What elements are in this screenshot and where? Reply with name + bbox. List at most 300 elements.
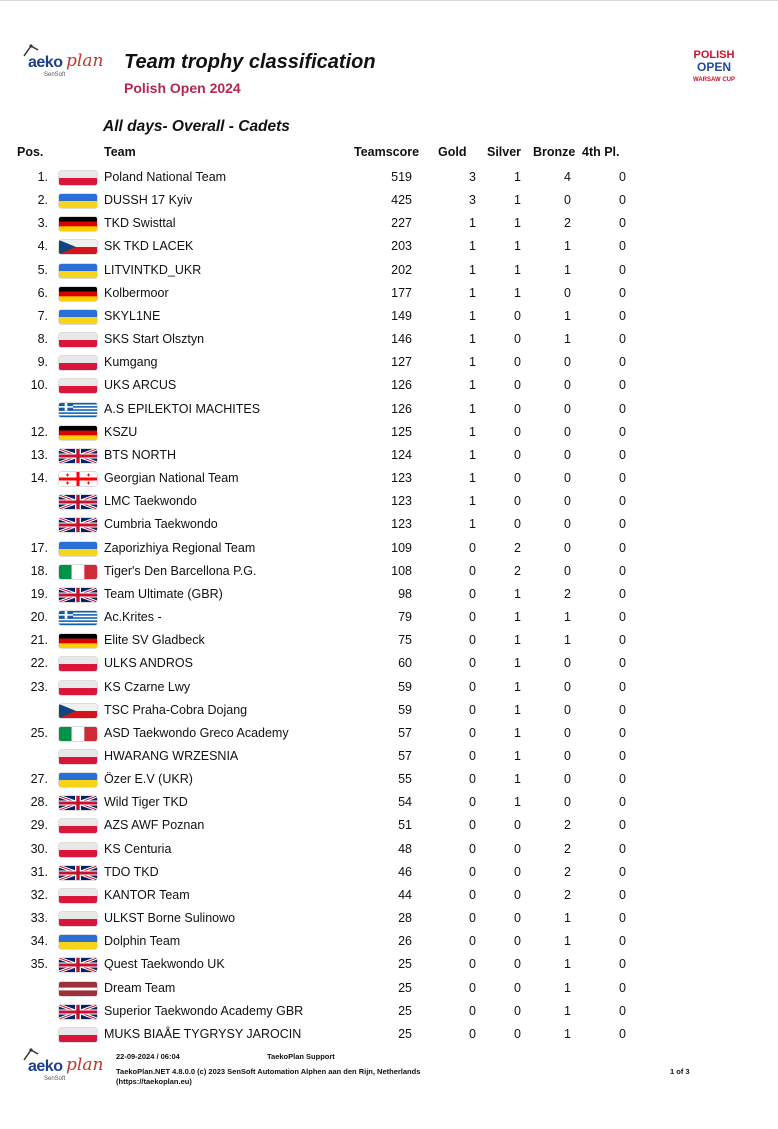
- row-teamscore: 25: [398, 957, 412, 972]
- row-teamscore: 28: [398, 911, 412, 926]
- row-gold: 1: [469, 447, 476, 462]
- row-bronze: 0: [564, 424, 571, 439]
- row-fourth: 0: [619, 610, 626, 625]
- row-team-name: Superior Taekwondo Academy GBR: [104, 1003, 304, 1018]
- table-row: [0, 814, 778, 837]
- logo-plan: plan: [66, 51, 104, 71]
- row-fourth: 0: [619, 355, 626, 370]
- row-teamscore: 25: [398, 1026, 412, 1041]
- row-silver: 1: [514, 216, 521, 231]
- table-row: [0, 699, 778, 722]
- row-bronze: 0: [564, 471, 571, 486]
- row-teamscore: 126: [391, 401, 412, 416]
- row-fourth: 0: [619, 1003, 626, 1018]
- row-fourth: 0: [619, 494, 626, 509]
- row-teamscore: 26: [398, 934, 412, 949]
- row-gold: 1: [469, 355, 476, 370]
- row-position: 14.: [30, 471, 48, 486]
- row-fourth: 0: [619, 586, 626, 601]
- row-silver: 0: [514, 980, 521, 995]
- row-fourth: 0: [619, 239, 626, 254]
- table-row: [0, 907, 778, 930]
- row-bronze: 2: [564, 586, 571, 601]
- row-bronze: 1: [564, 1026, 571, 1041]
- row-bronze: 1: [564, 610, 571, 625]
- table-row: [0, 467, 778, 490]
- row-bronze: 4: [564, 170, 571, 184]
- ua-flag-icon: [59, 194, 97, 208]
- row-bronze: 0: [564, 401, 571, 416]
- row-team-name: MUKS BIAÅE TYGRYSY JAROCIN: [104, 1026, 302, 1041]
- row-fourth: 0: [619, 540, 626, 555]
- row-team-name: LITVINTKD_UKR: [104, 262, 202, 277]
- footer-logo-plan: plan: [66, 1055, 104, 1075]
- de-flag-icon: [59, 426, 97, 440]
- row-gold: 1: [469, 471, 476, 486]
- ua-flag-icon: [59, 773, 97, 787]
- row-team-name: SKS Start Olsztyn: [104, 332, 205, 347]
- row-fourth: 0: [619, 471, 626, 486]
- row-fourth: 0: [619, 170, 626, 184]
- ua-flag-icon: [59, 935, 97, 949]
- pl-flag-icon: [59, 912, 97, 926]
- row-silver: 2: [514, 563, 521, 578]
- row-teamscore: 57: [398, 725, 412, 740]
- gr-flag-icon: [59, 611, 97, 625]
- row-fourth: 0: [619, 633, 626, 648]
- row-gold: 1: [469, 494, 476, 509]
- row-position: 10.: [30, 378, 48, 393]
- row-team-name: Zaporizhiya Regional Team: [104, 540, 256, 555]
- pl-flag-icon: [59, 843, 97, 857]
- cz-flag-icon: [59, 240, 97, 254]
- row-teamscore: 123: [391, 517, 412, 532]
- logo-line3: WARSAW CUP: [693, 77, 735, 83]
- row-fourth: 0: [619, 980, 626, 995]
- row-position: 32.: [30, 887, 48, 902]
- row-silver: 0: [514, 308, 521, 323]
- row-teamscore: 55: [398, 772, 412, 787]
- row-teamscore: 125: [391, 424, 412, 439]
- table-row: [0, 212, 778, 235]
- row-gold: 0: [469, 1026, 476, 1041]
- gr-flag-icon: [59, 403, 97, 417]
- row-bronze: 0: [564, 494, 571, 509]
- row-silver: 0: [514, 424, 521, 439]
- gb-flag-icon: [59, 588, 97, 602]
- row-fourth: 0: [619, 656, 626, 671]
- row-silver: 2: [514, 540, 521, 555]
- row-bronze: 0: [564, 285, 571, 300]
- row-gold: 0: [469, 841, 476, 856]
- gb-flag-icon: [59, 518, 97, 532]
- de-flag-icon: [59, 634, 97, 648]
- row-fourth: 0: [619, 563, 626, 578]
- pl-flag-icon: [59, 333, 97, 347]
- row-team-name: Elite SV Gladbeck: [104, 633, 205, 648]
- footer-page-number: 1 of 3: [670, 1067, 690, 1076]
- row-bronze: 0: [564, 355, 571, 370]
- pl-flag-icon: [59, 657, 97, 671]
- row-position: 25.: [30, 725, 48, 740]
- logo-aeko: aeko: [28, 54, 63, 71]
- table-row: [0, 953, 778, 976]
- row-teamscore: 124: [391, 447, 412, 462]
- row-teamscore: 51: [398, 818, 412, 833]
- table-row: [0, 513, 778, 536]
- row-bronze: 0: [564, 772, 571, 787]
- row-teamscore: 177: [391, 285, 412, 300]
- table-row: [0, 861, 778, 884]
- row-bronze: 1: [564, 957, 571, 972]
- logo-line2: OPEN: [696, 60, 732, 74]
- table-row: [0, 652, 778, 675]
- footer-logo: [14, 1046, 114, 1086]
- row-silver: 1: [514, 285, 521, 300]
- row-fourth: 0: [619, 911, 626, 926]
- gb-flag-icon: [59, 449, 97, 463]
- gb-flag-icon: [59, 866, 97, 880]
- row-gold: 0: [469, 980, 476, 995]
- row-position: 22.: [30, 656, 48, 671]
- row-team-name: Dolphin Team: [104, 934, 181, 949]
- col-header-fourth: 4th Pl.: [582, 145, 620, 159]
- table-row: [0, 884, 778, 907]
- table-row: [0, 282, 778, 305]
- row-fourth: 0: [619, 702, 626, 717]
- col-header-gold: Gold: [438, 145, 467, 159]
- row-team-name: KSZU: [104, 424, 138, 439]
- row-position: 4.: [37, 239, 48, 254]
- row-team-name: LMC Taekwondo: [104, 494, 197, 509]
- row-bronze: 1: [564, 262, 571, 277]
- row-bronze: 0: [564, 193, 571, 208]
- row-silver: 1: [514, 656, 521, 671]
- row-bronze: 1: [564, 911, 571, 926]
- table-row: [0, 305, 778, 328]
- row-fourth: 0: [619, 517, 626, 532]
- row-gold: 1: [469, 239, 476, 254]
- row-position: 7.: [37, 308, 48, 323]
- row-bronze: 1: [564, 239, 571, 254]
- row-team-name: Poland National Team: [104, 170, 227, 184]
- row-position: 20.: [30, 610, 48, 625]
- row-team-name: Georgian National Team: [104, 471, 239, 486]
- row-position: 9.: [37, 355, 48, 370]
- row-silver: 1: [514, 633, 521, 648]
- row-team-name: Quest Taekwondo UK: [104, 957, 225, 972]
- row-teamscore: 109: [391, 540, 412, 555]
- gb-flag-icon: [59, 958, 97, 972]
- cz-flag-icon: [59, 704, 97, 718]
- de-flag-icon: [59, 287, 97, 301]
- row-team-name: SKYL1NE: [104, 308, 161, 323]
- row-fourth: 0: [619, 447, 626, 462]
- pl-flag-icon: [59, 171, 97, 185]
- row-teamscore: 126: [391, 378, 412, 393]
- row-teamscore: 146: [391, 332, 412, 347]
- row-bronze: 0: [564, 447, 571, 462]
- row-team-name: Tiger's Den Barcellona P.G.: [104, 563, 257, 578]
- row-gold: 1: [469, 216, 476, 231]
- row-teamscore: 98: [398, 586, 412, 601]
- row-gold: 3: [469, 193, 476, 208]
- row-fourth: 0: [619, 378, 626, 393]
- row-position: 5.: [37, 262, 48, 277]
- row-silver: 0: [514, 957, 521, 972]
- row-fourth: 0: [619, 308, 626, 323]
- row-gold: 0: [469, 563, 476, 578]
- row-position: 19.: [30, 586, 48, 601]
- table-row: [0, 791, 778, 814]
- row-bronze: 0: [564, 563, 571, 578]
- top-divider: [0, 0, 778, 1]
- table-row: [0, 1023, 778, 1046]
- row-silver: 1: [514, 795, 521, 810]
- pl-flag-icon: [59, 356, 97, 370]
- ge-flag-icon: [59, 472, 97, 486]
- taekoplan-logo: [14, 42, 114, 82]
- table-row: [0, 1000, 778, 1023]
- row-gold: 1: [469, 517, 476, 532]
- row-silver: 0: [514, 1003, 521, 1018]
- row-fourth: 0: [619, 1026, 626, 1041]
- row-position: 23.: [30, 679, 48, 694]
- table-row: [0, 259, 778, 282]
- ua-flag-icon: [59, 542, 97, 556]
- row-team-name: HWARANG WRZESNIA: [104, 749, 239, 763]
- table-row: [0, 838, 778, 861]
- pl-flag-icon: [59, 819, 97, 833]
- row-fourth: 0: [619, 749, 626, 763]
- row-bronze: 0: [564, 517, 571, 532]
- section-title: All days- Overall - Cadets: [103, 118, 290, 135]
- row-silver: 1: [514, 610, 521, 625]
- row-teamscore: 425: [391, 193, 412, 208]
- row-gold: 0: [469, 957, 476, 972]
- row-teamscore: 44: [398, 887, 412, 902]
- row-bronze: 1: [564, 633, 571, 648]
- gb-flag-icon: [59, 796, 97, 810]
- row-bronze: 1: [564, 332, 571, 347]
- table-row: [0, 977, 778, 1000]
- ua-flag-icon: [59, 264, 97, 278]
- row-fourth: 0: [619, 841, 626, 856]
- row-gold: 1: [469, 401, 476, 416]
- row-gold: 3: [469, 170, 476, 184]
- row-team-name: UKS ARCUS: [104, 378, 177, 393]
- row-position: 21.: [30, 633, 48, 648]
- row-bronze: 1: [564, 980, 571, 995]
- row-teamscore: 203: [391, 239, 412, 254]
- row-gold: 0: [469, 656, 476, 671]
- row-gold: 0: [469, 818, 476, 833]
- row-silver: 1: [514, 193, 521, 208]
- page-subtitle: Polish Open 2024: [124, 80, 241, 96]
- table-row: [0, 629, 778, 652]
- row-bronze: 1: [564, 934, 571, 949]
- row-teamscore: 46: [398, 864, 412, 879]
- logo-sensoft: SenSoft: [44, 72, 66, 78]
- row-team-name: A.S EPILEKTOI MACHITES: [104, 401, 261, 416]
- row-silver: 0: [514, 887, 521, 902]
- row-gold: 0: [469, 772, 476, 787]
- row-position: 8.: [37, 332, 48, 347]
- polish-open-logo: [686, 44, 742, 92]
- row-silver: 0: [514, 447, 521, 462]
- row-team-name: Cumbria Taekwondo: [104, 517, 218, 532]
- row-silver: 0: [514, 471, 521, 486]
- row-silver: 1: [514, 170, 521, 184]
- row-teamscore: 25: [398, 980, 412, 995]
- row-silver: 0: [514, 818, 521, 833]
- col-header-silver: Silver: [487, 145, 522, 159]
- row-silver: 0: [514, 332, 521, 347]
- row-team-name: Wild Tiger TKD: [104, 795, 188, 810]
- col-header-team: Team: [104, 145, 136, 159]
- row-gold: 0: [469, 749, 476, 763]
- row-teamscore: 123: [391, 471, 412, 486]
- row-gold: 1: [469, 308, 476, 323]
- row-bronze: 0: [564, 679, 571, 694]
- col-header-bronze: Bronze: [533, 145, 576, 159]
- col-header-score: Teamscore: [354, 145, 420, 159]
- row-team-name: KS Centuria: [104, 841, 172, 856]
- row-bronze: 0: [564, 656, 571, 671]
- row-position: 35.: [30, 957, 48, 972]
- row-silver: 1: [514, 239, 521, 254]
- row-team-name: AZS AWF Poznan: [104, 818, 205, 833]
- row-fourth: 0: [619, 285, 626, 300]
- footer-copyright: TaekoPlan.NET 4.8.0.0 (c) 2023 SenSoft Automation Alphen aan den Rijn, Netherlands: [116, 1067, 421, 1076]
- pl-flag-icon: [59, 750, 97, 764]
- row-gold: 1: [469, 285, 476, 300]
- footer-support: TaekoPlan Support: [267, 1052, 335, 1061]
- row-team-name: BTS NORTH: [104, 447, 176, 462]
- pl-flag-icon: [59, 681, 97, 695]
- row-position: 13.: [30, 447, 48, 462]
- row-bronze: 0: [564, 795, 571, 810]
- row-position: 12.: [30, 424, 48, 439]
- table-row: [0, 722, 778, 745]
- de-flag-icon: [59, 217, 97, 231]
- row-gold: 0: [469, 911, 476, 926]
- table-row: [0, 490, 778, 513]
- row-position: 30.: [30, 841, 48, 856]
- row-silver: 1: [514, 679, 521, 694]
- table-row: [0, 421, 778, 444]
- table-row: [0, 930, 778, 953]
- row-bronze: 0: [564, 749, 571, 763]
- row-team-name: TDO TKD: [104, 864, 159, 879]
- row-bronze: 2: [564, 216, 571, 231]
- row-bronze: 1: [564, 1003, 571, 1018]
- row-position: 1.: [37, 170, 48, 184]
- row-gold: 0: [469, 1003, 476, 1018]
- row-bronze: 2: [564, 887, 571, 902]
- row-fourth: 0: [619, 934, 626, 949]
- row-gold: 0: [469, 540, 476, 555]
- ua-flag-icon: [59, 310, 97, 324]
- row-team-name: Özer E.V (UKR): [104, 772, 193, 787]
- row-position: 33.: [30, 911, 48, 926]
- row-teamscore: 48: [398, 841, 412, 856]
- row-fourth: 0: [619, 957, 626, 972]
- row-position: 6.: [37, 285, 48, 300]
- row-silver: 0: [514, 1026, 521, 1041]
- row-fourth: 0: [619, 679, 626, 694]
- row-gold: 0: [469, 679, 476, 694]
- row-teamscore: 25: [398, 1003, 412, 1018]
- row-teamscore: 123: [391, 494, 412, 509]
- row-silver: 0: [514, 401, 521, 416]
- row-silver: 1: [514, 586, 521, 601]
- row-silver: 0: [514, 494, 521, 509]
- table-row: [0, 166, 778, 189]
- row-gold: 0: [469, 586, 476, 601]
- row-fourth: 0: [619, 772, 626, 787]
- row-teamscore: 227: [391, 216, 412, 231]
- row-gold: 0: [469, 725, 476, 740]
- row-position: 18.: [30, 563, 48, 578]
- row-silver: 0: [514, 355, 521, 370]
- row-bronze: 2: [564, 864, 571, 879]
- row-gold: 1: [469, 262, 476, 277]
- row-silver: 0: [514, 517, 521, 532]
- row-teamscore: 54: [398, 795, 412, 810]
- row-position: 29.: [30, 818, 48, 833]
- row-fourth: 0: [619, 262, 626, 277]
- row-silver: 0: [514, 934, 521, 949]
- row-fourth: 0: [619, 887, 626, 902]
- footer-datetime: 22-09-2024 / 06:04: [116, 1052, 180, 1061]
- row-position: 34.: [30, 934, 48, 949]
- row-team-name: KANTOR Team: [104, 887, 190, 902]
- table-row: [0, 583, 778, 606]
- it-flag-icon: [59, 565, 97, 579]
- row-gold: 1: [469, 378, 476, 393]
- table-row: [0, 189, 778, 212]
- row-teamscore: 57: [398, 749, 412, 763]
- row-fourth: 0: [619, 401, 626, 416]
- table-row: [0, 606, 778, 629]
- table-row: [0, 537, 778, 560]
- pl-flag-icon: [59, 379, 97, 393]
- row-teamscore: 79: [398, 610, 412, 625]
- row-gold: 1: [469, 332, 476, 347]
- row-position: 17.: [30, 540, 48, 555]
- row-bronze: 0: [564, 378, 571, 393]
- row-teamscore: 149: [391, 308, 412, 323]
- row-teamscore: 127: [391, 355, 412, 370]
- gb-flag-icon: [59, 1005, 97, 1019]
- footer-url: (https://taekoplan.eu): [116, 1077, 192, 1086]
- it-flag-icon: [59, 727, 97, 741]
- table-row: [0, 444, 778, 467]
- row-team-name: KS Czarne Lwy: [104, 679, 191, 694]
- row-silver: 1: [514, 749, 521, 763]
- row-silver: 0: [514, 841, 521, 856]
- pl-flag-icon: [59, 889, 97, 903]
- row-bronze: 1: [564, 308, 571, 323]
- row-bronze: 0: [564, 540, 571, 555]
- row-gold: 0: [469, 795, 476, 810]
- row-teamscore: 59: [398, 702, 412, 717]
- row-bronze: 0: [564, 725, 571, 740]
- row-teamscore: 60: [398, 656, 412, 671]
- row-team-name: ULKST Borne Sulinowo: [104, 911, 236, 926]
- row-team-name: Kolbermoor: [104, 285, 169, 300]
